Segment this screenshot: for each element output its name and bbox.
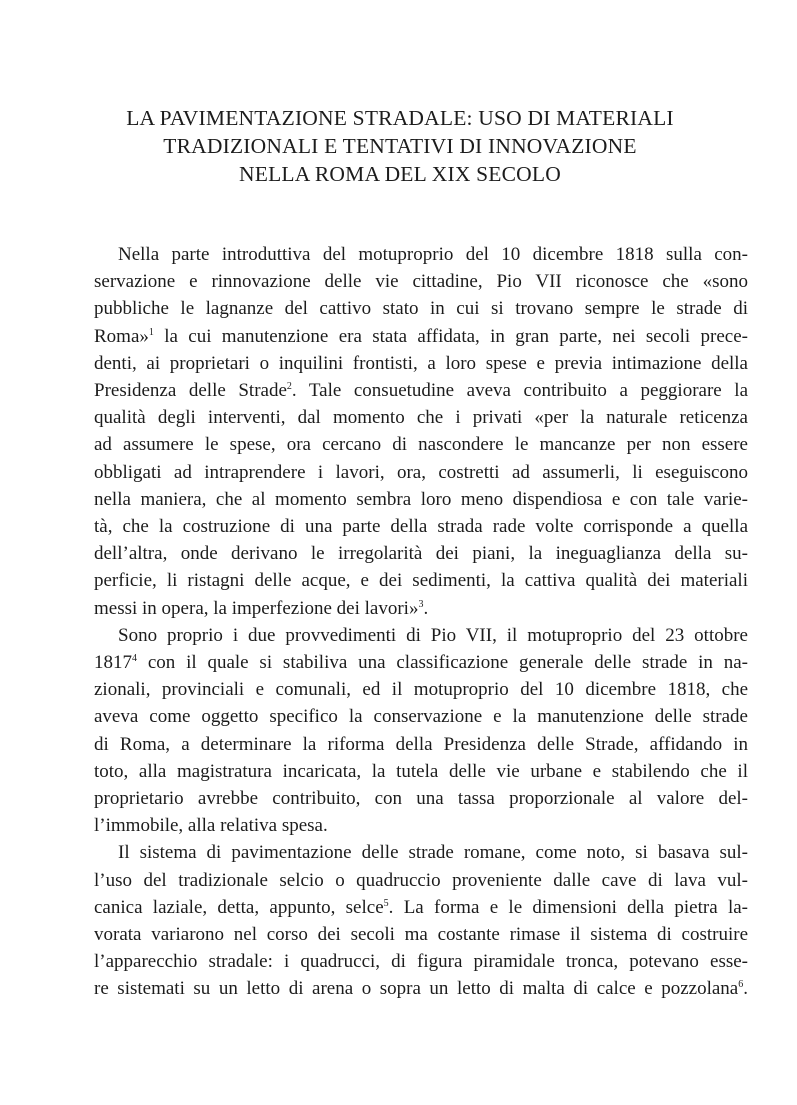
text-line: re sistemati su un letto di arena o sopra un letto di malta di calce e pozzolana$^6$. xyxy=(94,978,748,1000)
footnote-ref: 5 xyxy=(383,897,389,909)
paragraph-3 xyxy=(94,839,748,1002)
footnote-ref: 6 xyxy=(738,979,744,991)
text-line: Il sistema di pavimentazione delle strade romane, come noto, si basava sul- xyxy=(118,842,748,864)
text-line: Nella parte introduttiva del motuproprio del 10 dicembre 1818 sulla con- xyxy=(118,244,748,265)
text-line: tà, che la costruzione di una parte della strada rade volte corrisponde a quella xyxy=(94,516,748,538)
text-line: obbligati ad intraprendere i lavori, ora, costretti ad assumerli, li eseguiscono xyxy=(94,461,748,483)
text-line: 1817$^4$ con il quale si stabiliva una classificazione generale delle strade in na- xyxy=(94,652,748,674)
text-line: l’uso del tradizionale selcio o quadruccio proveniente dalle cave di lava vul- xyxy=(94,869,748,891)
text-line: Presidenza delle Strade$^2$. Tale consuetudine aveva contribuito a peggiorare la xyxy=(94,380,749,402)
paragraph-1 xyxy=(94,241,748,622)
text-line: servazione e rinnovazione delle vie cittadine, Pio VII riconosce che «sono xyxy=(94,271,748,293)
text-line: zionali, provinciali e comunali, ed il motuproprio del 10 dicembre 1818, che xyxy=(94,679,748,701)
title-line-1: LA PAVIMENTAZIONE STRADALE: USO DI MATERIALI xyxy=(126,106,674,130)
text-line: proprietario avrebbe contribuito, con una tassa proporzionale al valore del- xyxy=(94,788,748,810)
chapter-title xyxy=(60,104,740,188)
text-line: l’apparecchio stradale: i quadrucci, di figura piramidale tronca, potevano esse- xyxy=(94,951,748,973)
text-line: Roma»$^1$ la cui manutenzione era stata affidata, in gran parte, nei secoli prece- xyxy=(94,325,748,347)
text-line: l’immobile, alla relativa spesa. xyxy=(94,815,328,837)
body-text xyxy=(94,241,748,1003)
text-line: pubbliche le lagnanze del cattivo stato in cui si trovano sempre le strade di xyxy=(94,298,748,320)
text-line: di Roma, a determinare la riforma della Presidenza delle Strade, affidando in xyxy=(94,733,748,755)
text-line: dell’altra, onde derivano le irregolarità dei piani, la ineguaglianza della su- xyxy=(94,543,748,565)
footnote-ref: 4 xyxy=(132,653,137,665)
footnote-ref: 3 xyxy=(418,598,424,610)
text-line: qualità degli interventi, dal momento che i privati «per la naturale reticenza xyxy=(94,407,748,429)
text-line: aveva come oggetto specifico la conservazione e la manutenzione delle strade xyxy=(94,706,748,728)
text-line: ad assumere le spese, ora cercano di nascondere le mancanze per non essere xyxy=(94,434,748,456)
title-line-2: TRADIZIONALI E TENTATIVI DI INNOVAZIONE xyxy=(163,134,637,158)
text-line: nella maniera, che al momento sembra loro meno dispendiosa e con tale varie- xyxy=(94,488,748,510)
text-line: toto, alla magistratura incaricata, la tutela delle vie urbane e stabilendo che il xyxy=(94,760,748,782)
text-line: messi in opera, la imperfezione dei lavori»$^3$. xyxy=(94,597,429,619)
footnote-ref: 2 xyxy=(286,381,292,393)
text-line: canica laziale, detta, appunto, selce$^5$. La forma e le dimensioni della pietra la- xyxy=(94,896,748,918)
title-line-3: NELLA ROMA DEL XIX SECOLO xyxy=(239,162,561,186)
footnote-ref: 1 xyxy=(148,326,154,338)
text-line: Sono proprio i due provvedimenti di Pio VII, il motuproprio del 23 ottobre xyxy=(118,624,748,646)
text-line: denti, ai proprietari o inquilini frontisti, a loro spese e previa intimazione della xyxy=(94,352,748,374)
text-line: vorata variarono nel corso dei secoli ma costante rimase il sistema di costruire xyxy=(94,924,748,946)
paragraph-2 xyxy=(94,622,748,840)
text-line: perficie, li ristagni delle acque, e dei sedimenti, la cattiva qualità dei materiali xyxy=(94,570,748,592)
